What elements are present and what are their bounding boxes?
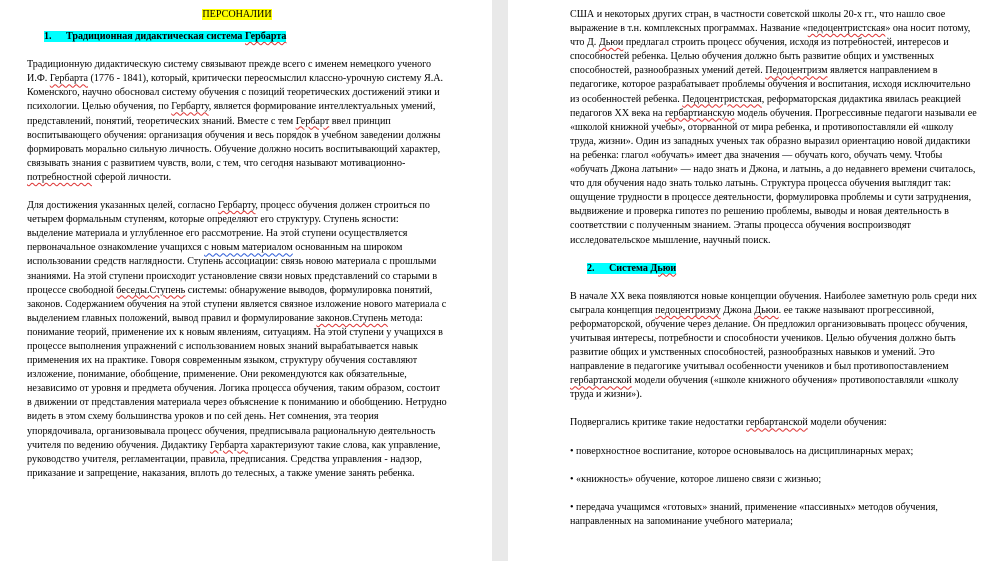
- paragraph-dewey-intro: В начале ХХ века появляются новые концепции обучения. Наиболее заметную роль среди них сыграла концепция педоцентризму Джона Дьюи. ее также называют прогрессивной, реформаторской, обучение через делание. Он предложил организовывать процесс обучения, учитывая интересы, потребности и способности учеников. Целью обучения должно быть развитие общих и умственных способностей, разнообразных навыков и умений. Это направление в педагогике учитывал особенности учеников и был противопоставлением гербартанской модели обучения («школе книжного обучения» противопоставляли «школу труда и жизни»).: [570, 290, 977, 401]
- section-heading-2: 2. Система Дьюи: [587, 262, 677, 274]
- paragraph-criticism: Подвергались критике такие недостатки гербартанской модели обучения:: [570, 417, 887, 429]
- paragraph-herbart-intro: Традиционную дидактическую систему связывают прежде всего с именем немецкого ученого И.Ф. Гербарта (1776 - 1841), который, критически переосмыслил классно-урочную систему Я.А. Коменского, научно обосновал систему обучения с позиций теоретических достижений этики и психологии. Целью обучения, по Гербарту, является формирование интеллектуальных умений, представлений, понятий, теоретических знаний. Вместе с тем Гербарт ввел принцип воспитывающего обучения: организация обучения и весь порядок в учебном заведении должны формировать морально сильную личность. Обучение должно носить воспитывающий характер, связывать знания с развитием чувств, воли, с тем, что сегодня называют мотивационно-потребностной сферой личности.: [27, 59, 444, 183]
- list-item-bullet-1: • поверхностное воспитание, которое основывалось на дисциплинарных мерах;: [570, 445, 914, 457]
- page-title: ПЕРСОНАЛИИ: [202, 9, 272, 20]
- page-gap: [492, 0, 508, 561]
- paragraph-pedocentric: США и некоторых других стран, в частности советской школы 20-х гг., что нашло свое выражение в т.н. комплексных программах. Название «педоцентристская» она носит потому, что Д. Дьюи предлагал строить процесс обучения, исходя из потребностей, интересов и способностей ребенка. Целью обучения должно быть развитие общих и умственных способностей, разнообразных умений детей. Педоцентризм является направлением в педагогике, которое разрабатывает проблемы обучения и воспитания, исходя исключительно из особенностей ребенка. Педоцентристская, реформаторская дидактика явилась реакцией педагогов ХХ века на гербартианскую модель обучения. Прогрессивные педагоги называли ее «школой книжной учебы», оторванной от мира ребенка, и противопоставляли ей «школу труда, жизни». Один из западных ученых так образно выразил ориентацию новой дидактики на ребенка: глагол «обучать» имеет два значения — обучать кого, обучать чему. Чтобы «обучать Джона латыни» — надо знать и Джона, и латынь, а до недавнего времени считалось, что для обучения надо знать только латынь. Структура процесса обучения выглядит так: ощущение трудности в процессе деятельности, формулировка проблемы и сути затруднения, выдвижение и проверка гипотез по решению проблемы, выводы и новая деятельность в соответствии с полученным знанием. Этапы процесса обучения воспроизводят исследовательское мышление, научный поиск.: [570, 9, 977, 246]
- document-page-right: [508, 0, 1000, 561]
- list-item-bullet-2: • «книжность» обучение, которое лишено связи с жизнью;: [570, 473, 822, 485]
- document-page-left: [0, 0, 492, 561]
- list-item-bullet-3: • передача учащимся «готовых» знаний, применение «пассивных» методов обучения, направленных на запоминание учебного материала;: [570, 501, 938, 527]
- paragraph-herbart-stages: Для достижения указанных целей, согласно Гербарту, процесс обучения должен строиться по четырем формальным ступеням, которые определяют его структуру. Ступень ясности: выделение материала и углубленное его рассмотрение. На этой ступени осуществляется первоначальное ознакомление учащихся с новым материалом основанным на широком использовании средств наглядности. Ступень ассоциации: связь новою материала с прошлыми знаниями. На этой ступени происходит установление связи новых представлений со старыми в процессе свободной беседы.Ступень системы: обнаружение выводов, формулировка понятий, законов. Содержанием обучения на этой ступени является связное изложение нового материала с выделением главных положений, вывод правил и формулирование законов.Ступень метода: понимание теорий, применение их к новым явлениям, ситуациям. На этой ступени у учащихся в процессе выполнения упражнений с использованием новых знаний вырабатывается навык применения их на практике. Говоря современным языком, структуру обучения составляют изложение, понимание, обобщение, применение. Они рекомендуются как обязательные, независимо от уровня и предмета обучения. Логика процесса обучения, таким образом, состоит в движении от представления материала через объяснение к пониманию и обобщению. Нетрудно видеть в этом схему большинства уроков и по сей день. Нет сомнения, эта теория упорядочивала, организовывала процесс обучения, предписывала рациональную деятельность учителя по ведению обучения. Дидактику Гербарта характеризуют такие слова, как управление, руководство учителя, регламентации, правила, предписания. Средства управления - надзор, приказание и запрещение, наказания, вплоть до телесных, а также умение занять ребенка.: [27, 200, 447, 479]
- section-heading-1: 1. Традиционная дидактическая система Гербарта: [44, 31, 287, 43]
